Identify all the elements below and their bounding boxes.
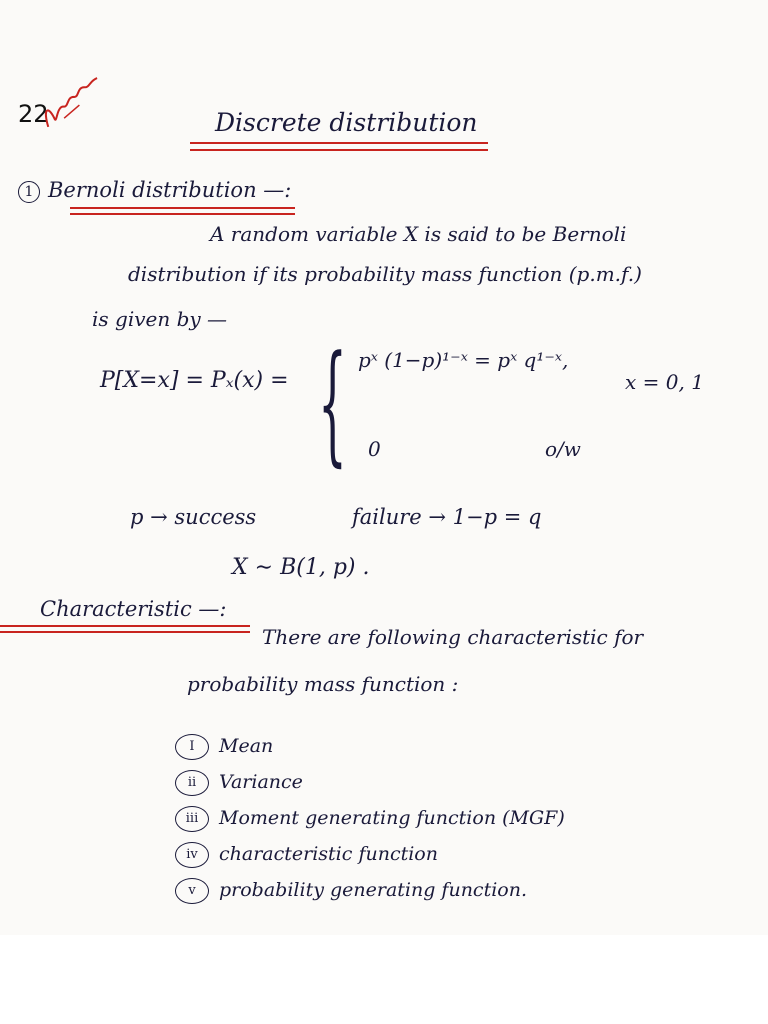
section1-para-line3: is given by — xyxy=(92,307,228,331)
section1-underline-2 xyxy=(70,213,295,215)
section2-underline-2 xyxy=(0,631,250,633)
list-item-label: characteristic function xyxy=(219,843,438,865)
failure-definition: failure → 1−p = q xyxy=(352,505,542,529)
pmf-case1-condition: x = 0, 1 xyxy=(625,370,704,394)
page-title: Discrete distribution xyxy=(215,108,478,137)
section1-para-line1: A random variable X is said to be Bernoli xyxy=(210,222,627,246)
section1-underline xyxy=(70,207,295,209)
distribution-notation: X ∼ B(1, p) . xyxy=(232,555,370,580)
pmf-formula-lhs: P[X=x] = Pₓ(x) = xyxy=(100,368,289,393)
characteristic-list xyxy=(175,728,565,908)
title-underline-2 xyxy=(190,149,488,151)
list-item xyxy=(175,800,565,836)
list-item xyxy=(175,836,565,872)
section2-heading: Characteristic —: xyxy=(40,597,227,621)
list-marker: ii xyxy=(175,770,209,796)
list-item-label: Moment generating function (MGF) xyxy=(219,807,565,829)
list-item-label: probability generating function. xyxy=(219,879,527,901)
page-bottom-margin xyxy=(0,935,768,1024)
list-item xyxy=(175,764,565,800)
page-number: 22 xyxy=(18,100,49,128)
title-underline xyxy=(190,142,488,144)
section2-underline xyxy=(0,625,250,627)
list-marker: v xyxy=(175,878,209,904)
pmf-case2-expression: 0 xyxy=(368,437,381,461)
pmf-case2-condition: o/w xyxy=(545,437,581,461)
section1-para-line2: distribution if its probability mass function (p.m.f.) xyxy=(128,262,642,286)
list-marker: iii xyxy=(175,806,209,832)
pmf-case1-expression: pˣ (1−p)¹⁻ˣ = pˣ q¹⁻ˣ, xyxy=(358,348,569,372)
section1-heading-row xyxy=(18,178,291,203)
section2-para-line1: There are following characteristic for xyxy=(262,625,644,649)
list-marker: iv xyxy=(175,842,209,868)
section1-number: 1 xyxy=(18,181,40,203)
list-item-label: Variance xyxy=(219,771,303,793)
list-marker: I xyxy=(175,734,209,760)
section2-para-line2: probability mass function : xyxy=(187,672,459,696)
list-item xyxy=(175,872,565,908)
section1-heading: Bernoli distribution —: xyxy=(48,178,292,202)
list-item xyxy=(175,728,565,764)
cases-brace: { xyxy=(318,327,347,479)
success-definition: p → success xyxy=(130,505,257,529)
list-item-label: Mean xyxy=(219,735,274,757)
